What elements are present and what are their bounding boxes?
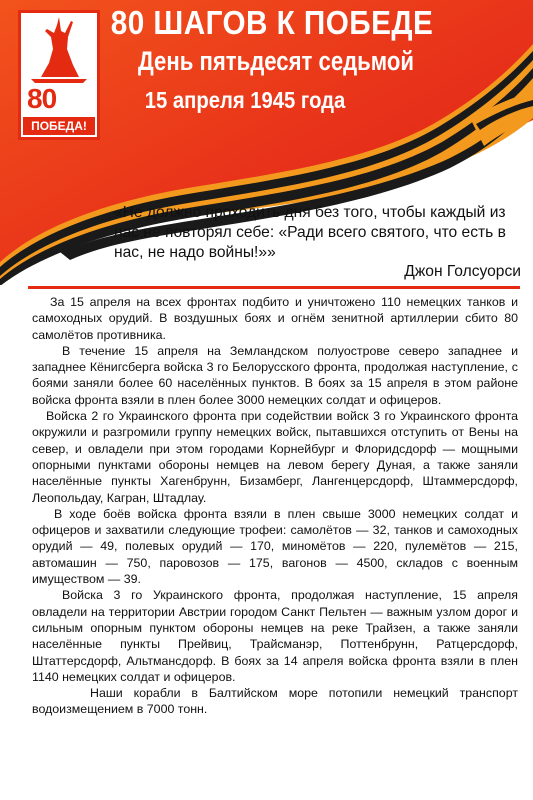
- logo-word: ПОБЕДА!: [23, 117, 95, 135]
- quote-text: «Не должно проходить дня без того, чтобы каждый из нас не повторял себе: «Ради всего святого, что есть в нас, не надо войны!»»: [114, 204, 506, 261]
- paragraph: Войска 2 го Украинского фронта при содействии войск 3 го Украинского фронта окружили и разгромили группу немецких войск, пытавшихся отступить от Вены на север, и овладели при этом городами Корнейбург и Флоридсдорф — мощными опорными пунктами обороны немцев на левом берегу Дуная, а также заняли населённые пункты Хагенбрунн, Бизамберг, Лангенцерсдорф, Штаммерсдорф, Леопольдау, Кагран, Штадлау.: [32, 409, 518, 505]
- paragraph: В течение 15 апреля на Земландском полуострове северо западнее и западнее Кёнигсберга войска 3 го Белорусского фронта, продолжая наступление, с боями заняли более 60 населённых пунктов. В боях за 15 апреля в этом районе войска фронта взяли в плен более 3000 немецких солдат и офицеров.: [32, 343, 518, 407]
- paragraph: Наши корабли в Балтийском море потопили немецкий транспорт водоизмещением в 7000 тонн.: [32, 686, 518, 717]
- divider: [28, 286, 520, 289]
- paragraph: Войска 3 го Украинского фронта, продолжая наступление, 15 апреля овладели на территории Австрии городом Санкт Пельтен — важным узлом дорог и сильным опорным пунктом обороны немцев на реке Трайзен, а также заняли населённые пункты Прейвиц, Трайсманэр, Поттенбрунн, Ратцерсдорф, Штаттерсдорф, Альтмансдорф. В боях за 14 апреля войска фронта взяли в плен 1140 немецких солдат и офицеров.: [32, 588, 518, 684]
- article-body: [32, 294, 518, 718]
- page-subtitle: День пятьдесят седьмой: [137, 46, 415, 76]
- paragraph: За 15 апреля на всех фронтах подбито и уничтожено 110 немецких танков и самоходных орудий. В воздушных боях и огнём зенитной артиллерии сбито 80 самолётов противника.: [32, 295, 518, 342]
- logo-number: 80: [27, 83, 57, 114]
- page-title: 80 ШАГОВ К ПОБЕДЕ: [110, 4, 434, 41]
- paragraph: В ходе боёв войска фронта взяли в плен свыше 3000 немецких солдат и офицеров и захватили следующие трофеи: самолётов — 32, танков и самоходных орудий — 49, полевых орудий — 170, миномётов — 220, пулемётов — 215, автомашин — 750, паровозов — 175, вагонов — 4500, складов с военным имуществом — 39.: [32, 506, 518, 587]
- page-date: 15 апреля 1945 года: [144, 87, 346, 113]
- quote-author: Джон Голсуорси: [404, 263, 521, 280]
